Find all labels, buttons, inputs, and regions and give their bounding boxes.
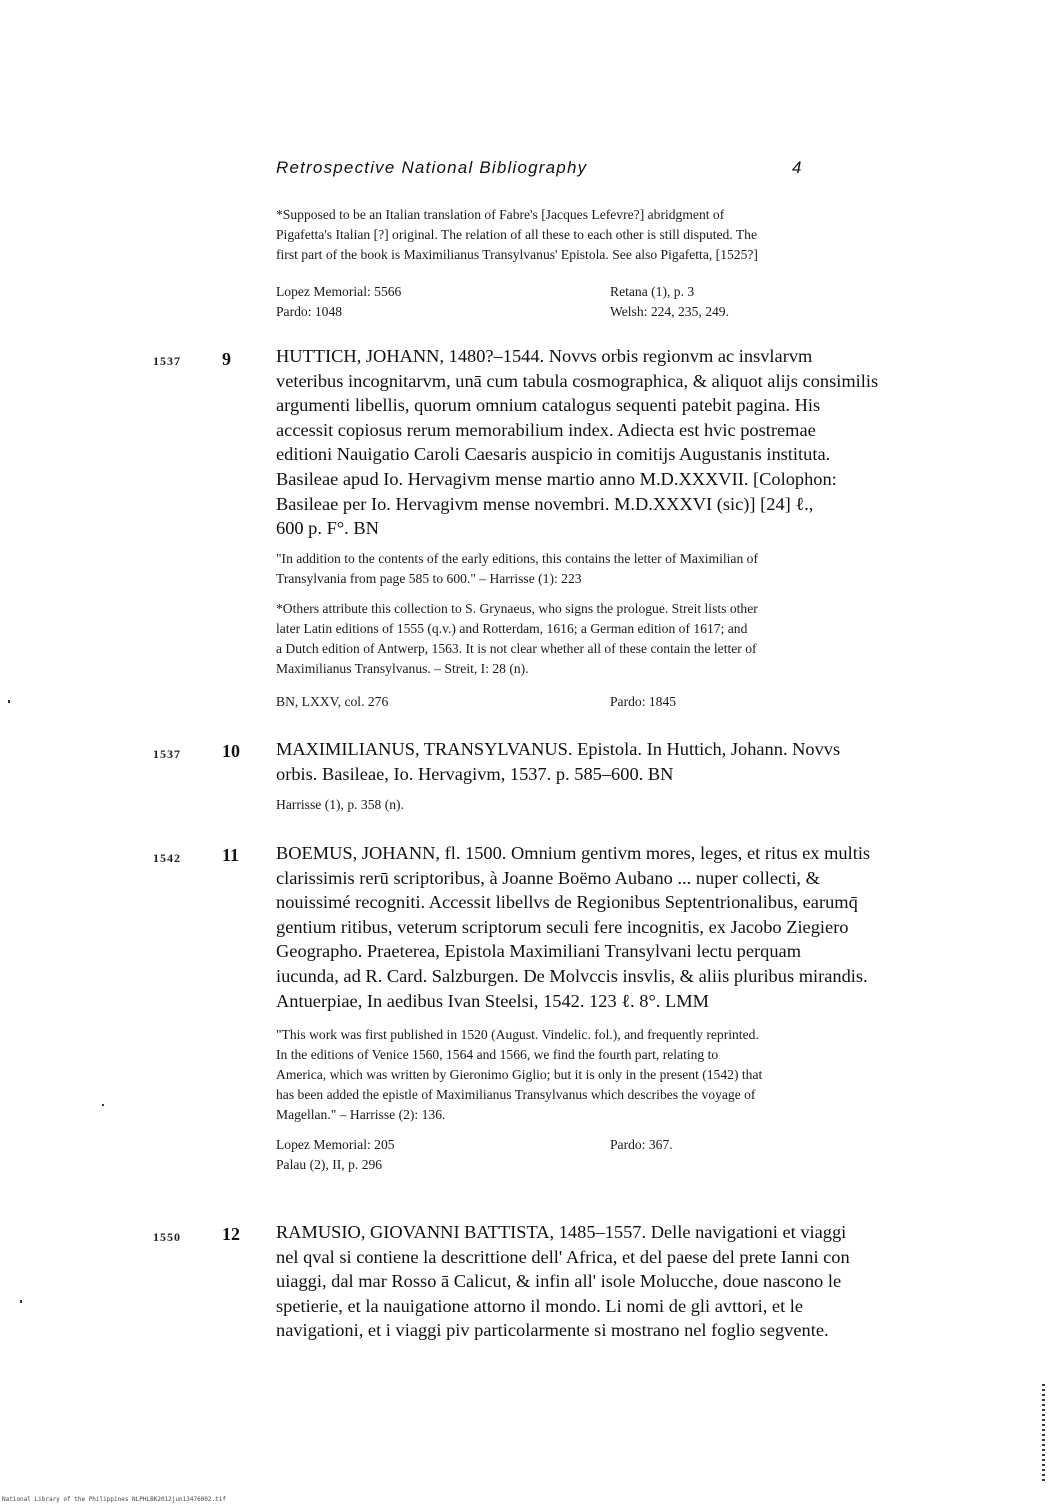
note-line: a Dutch edition of Antwerp, 1563. It is not clear whether all of these contain the letter of [276,641,757,656]
entry-note [276,795,916,815]
citation-line: nel qval si contiene la descrittione dell' Africa, et del paese del prete Ianni con [276,1246,850,1267]
note-line: *Others attribute this collection to S. Grynaeus, who signs the prologue. Streit lists other [276,601,758,616]
citation-line: clarissimis rerū scriptoribus, à Joanne Boëmo Aubano ... nuper collecti, & [276,867,820,888]
citation-line: MAXIMILIANUS, TRANSYLVANUS. Epistola. In Huttich, Johann. Novvs [276,739,841,759]
reference: Harrisse (1), p. 358 (n). [276,797,404,812]
running-header-title: Retrospective National Bibliography [276,158,588,177]
citation-line: BOEMUS, JOHANN, fl. 1500. Omnium gentivm mores, leges, et ritus ex multis [276,843,871,863]
scan-speck [102,1104,104,1106]
entry-references [276,692,916,714]
citation-line: nouissimé recogniti. Accessit libellvs de Regionibus Septentrionalibus, earumq̄ [276,892,858,913]
reference: BN, LXXV, col. 276 [276,694,389,709]
continuation-references [276,282,916,324]
reference: Pardo: 367. [610,1137,673,1152]
citation-line: navigationi, et i viaggi piv particolarmente si mostrano nel foglio segvente. [276,1320,829,1341]
entry-note [276,1025,916,1125]
scan-speck [20,1300,22,1303]
entry-number: 9 [222,349,231,369]
entry-year: 1537 [153,354,181,368]
entry-references [276,1135,916,1177]
entry-citation [276,737,936,786]
note-line: has been added the epistle of Maximilianus Transylvanus which describes the voyage of [276,1087,756,1102]
reference: Palau (2), II, p. 296 [276,1157,383,1172]
reference: Welsh: 224, 235, 249. [610,304,729,319]
citation-line: orbis. Basileae, Io. Hervagivm, 1537. p. 585–600. BN [276,763,674,784]
note-line: "This work was first published in 1520 (August. Vindelic. fol.), and frequently reprinted. [276,1027,759,1042]
scan-speck [8,700,10,703]
citation-line: Basileae per Io. Hervagivm mense novembri. M.D.XXXVI (sic)] [24] ℓ., [276,493,814,514]
citation-line: Geographo. Praeterea, Epistola Maximiliani Transylvani lectu perquam [276,941,802,962]
entry-citation [276,841,936,1013]
note-line: later Latin editions of 1555 (q.v.) and Rotterdam, 1616; a German edition of 1617; and [276,621,748,636]
scan-edge-artifact [1042,1384,1045,1484]
reference: Pardo: 1845 [610,694,677,709]
note-line: "In addition to the contents of the early editions, this contains the letter of Maximilian of [276,551,758,566]
note-line: Pigafetta's Italian [?] original. The relation of all these to each other is still disputed. The [276,227,757,242]
references-left [276,282,606,322]
entry-number: 10 [222,741,240,761]
entry-note [276,599,916,679]
citation-line: editioni Nauigatio Caroli Caesaris auspicio in comitijs Augustanis instituta. [276,444,831,465]
citation-line: RAMUSIO, GIOVANNI BATTISTA, 1485–1557. Delle navigationi et viaggi [276,1222,847,1242]
reference: Retana (1), p. 3 [610,284,695,299]
reference: Pardo: 1048 [276,304,343,319]
citation-line: 600 p. F°. BN [276,518,379,539]
references-right [610,1135,916,1155]
citation-line: gentium ritibus, veterum scriptorum seculi fere incognitis, ex Jacobo Ziegiero [276,916,849,937]
citation-line: argumenti libellis, quorum omnium catalogus sequenti patebit pagina. His [276,395,821,416]
entry-number: 12 [222,1224,240,1244]
references-right [610,282,916,322]
reference: Lopez Memorial: 5566 [276,284,402,299]
note-line: America, which was written by Gieronimo Giglio; but it is only in the present (1542) that [276,1067,763,1082]
citation-line: veteribus incognitarvm, unā cum tabula cosmographica, & aliquot alijs consimilis [276,370,879,391]
citation-line: Antuerpiae, In aedibus Ivan Steelsi, 1542. 123 ℓ. 8°. LMM [276,990,709,1011]
entry-citation [276,1220,936,1343]
citation-line: uiaggi, dal mar Rosso ā Calicut, & infin all' isole Molucche, doue nascono le [276,1271,842,1292]
note-line: *Supposed to be an Italian translation of Fabre's [Jacques Lefevre?] abridgment of [276,207,725,222]
entry-number: 11 [222,845,240,865]
citation-line: iucunda, ad R. Card. Salzburgen. De Molvccis insvlis, & aliis pluribus mirandis. [276,965,868,986]
references-left [276,1135,606,1175]
scan-footer: National Library of the Philippines NLPHLBK2012jun13476002.tif [2,1496,226,1503]
continuation-note [276,205,916,265]
citation-line: HUTTICH, JOHANN, 1480?–1544. Novvs orbis regionvm ac insvlarvm [276,346,813,366]
entry-year: 1550 [153,1230,181,1244]
note-line: In the editions of Venice 1560, 1564 and 1566, we find the fourth part, relating to [276,1047,719,1062]
reference: Lopez Memorial: 205 [276,1137,395,1152]
note-line: Transylvania from page 585 to 600." – Harrisse (1): 223 [276,571,582,586]
citation-line: Basileae apud Io. Hervagivm mense martio anno M.D.XXXVII. [Colophon: [276,468,837,489]
references-right [610,692,916,712]
note-line: Maximilianus Transylvanus. – Streit, I: 28 (n). [276,661,529,676]
references-left [276,692,606,712]
entry-year: 1537 [153,747,181,761]
page-number: 4 [792,158,802,177]
citation-line: spetierie, et la nauigatione attorno il mondo. Li nomi de gli avttori, et le [276,1295,804,1316]
note-line: first part of the book is Maximilianus Transylvanus' Epistola. See also Pigafetta, [1525?] [276,247,758,262]
entry-citation [276,344,936,541]
citation-line: accessit copiosus rerum memorabilium index. Adiecta est hvic postremae [276,419,816,440]
entry-note [276,549,916,589]
entry-year: 1542 [153,851,181,865]
note-line: Magellan." – Harrisse (2): 136. [276,1107,446,1122]
